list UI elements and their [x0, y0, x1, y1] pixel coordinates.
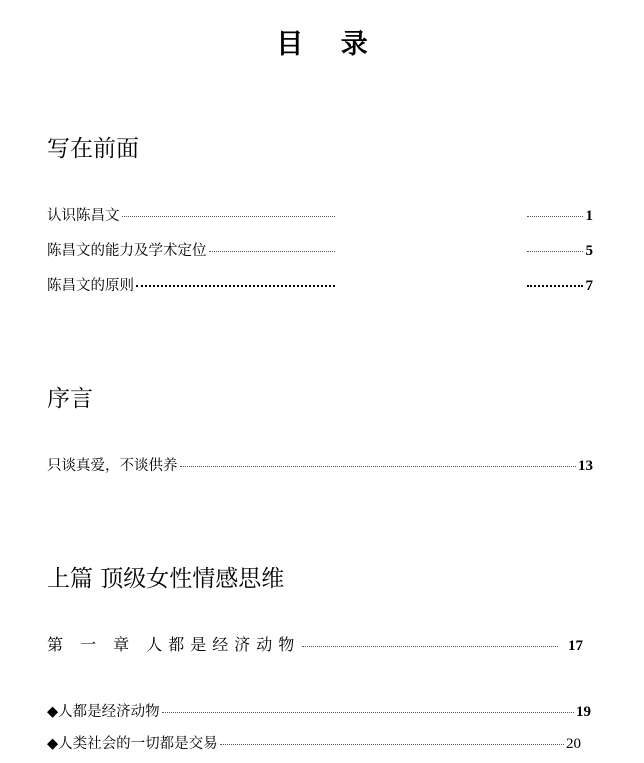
toc-entry-page: 13	[578, 458, 593, 474]
toc-leader-dots	[527, 237, 583, 253]
toc-leader-dots	[209, 237, 335, 253]
section-heading-part-one: 上篇 顶级女性情感思维	[47, 566, 285, 592]
toc-entry[interactable]	[47, 700, 591, 721]
toc-leader-dots	[180, 452, 577, 468]
section-heading-foreword: 写在前面	[47, 136, 139, 162]
toc-leader-dots	[136, 270, 335, 287]
toc-entry-label: 只谈真爱，不谈供养	[47, 458, 178, 474]
toc-entry-label: ◆人都是经济动物	[47, 704, 160, 720]
toc-leader-dots	[122, 202, 335, 218]
toc-chapter-entry[interactable]	[47, 632, 583, 655]
toc-leader-dots	[527, 202, 583, 218]
section-heading-preface: 序言	[47, 386, 93, 412]
toc-leader-dots	[162, 698, 574, 714]
toc-entry[interactable]	[47, 732, 581, 753]
toc-leader-dots	[527, 270, 583, 287]
toc-entry-page: 19	[576, 704, 591, 720]
toc-entry[interactable]	[47, 239, 593, 260]
toc-entry-page: 20	[566, 736, 581, 752]
toc-entry-label: 陈昌文的能力及学术定位	[47, 243, 207, 259]
toc-entry-page: 7	[585, 277, 593, 294]
toc-entry-page: 1	[585, 208, 593, 224]
toc-entry-page: 5	[585, 243, 593, 259]
page-title: 目 录	[276, 29, 382, 60]
toc-chapter-page: 17	[568, 638, 583, 654]
toc-leader-dots	[220, 730, 564, 746]
toc-entry[interactable]	[47, 454, 593, 475]
toc-leader-dots	[302, 630, 558, 647]
toc-entry-label: 陈昌文的原则	[47, 277, 134, 294]
toc-entry[interactable]	[47, 273, 593, 295]
toc-entry-label: 认识陈昌文	[47, 208, 120, 224]
toc-entry-label: ◆人类社会的一切都是交易	[47, 736, 218, 752]
toc-chapter-label: 第 一 章 人都是经济动物	[47, 635, 301, 654]
toc-entry[interactable]	[47, 204, 593, 225]
